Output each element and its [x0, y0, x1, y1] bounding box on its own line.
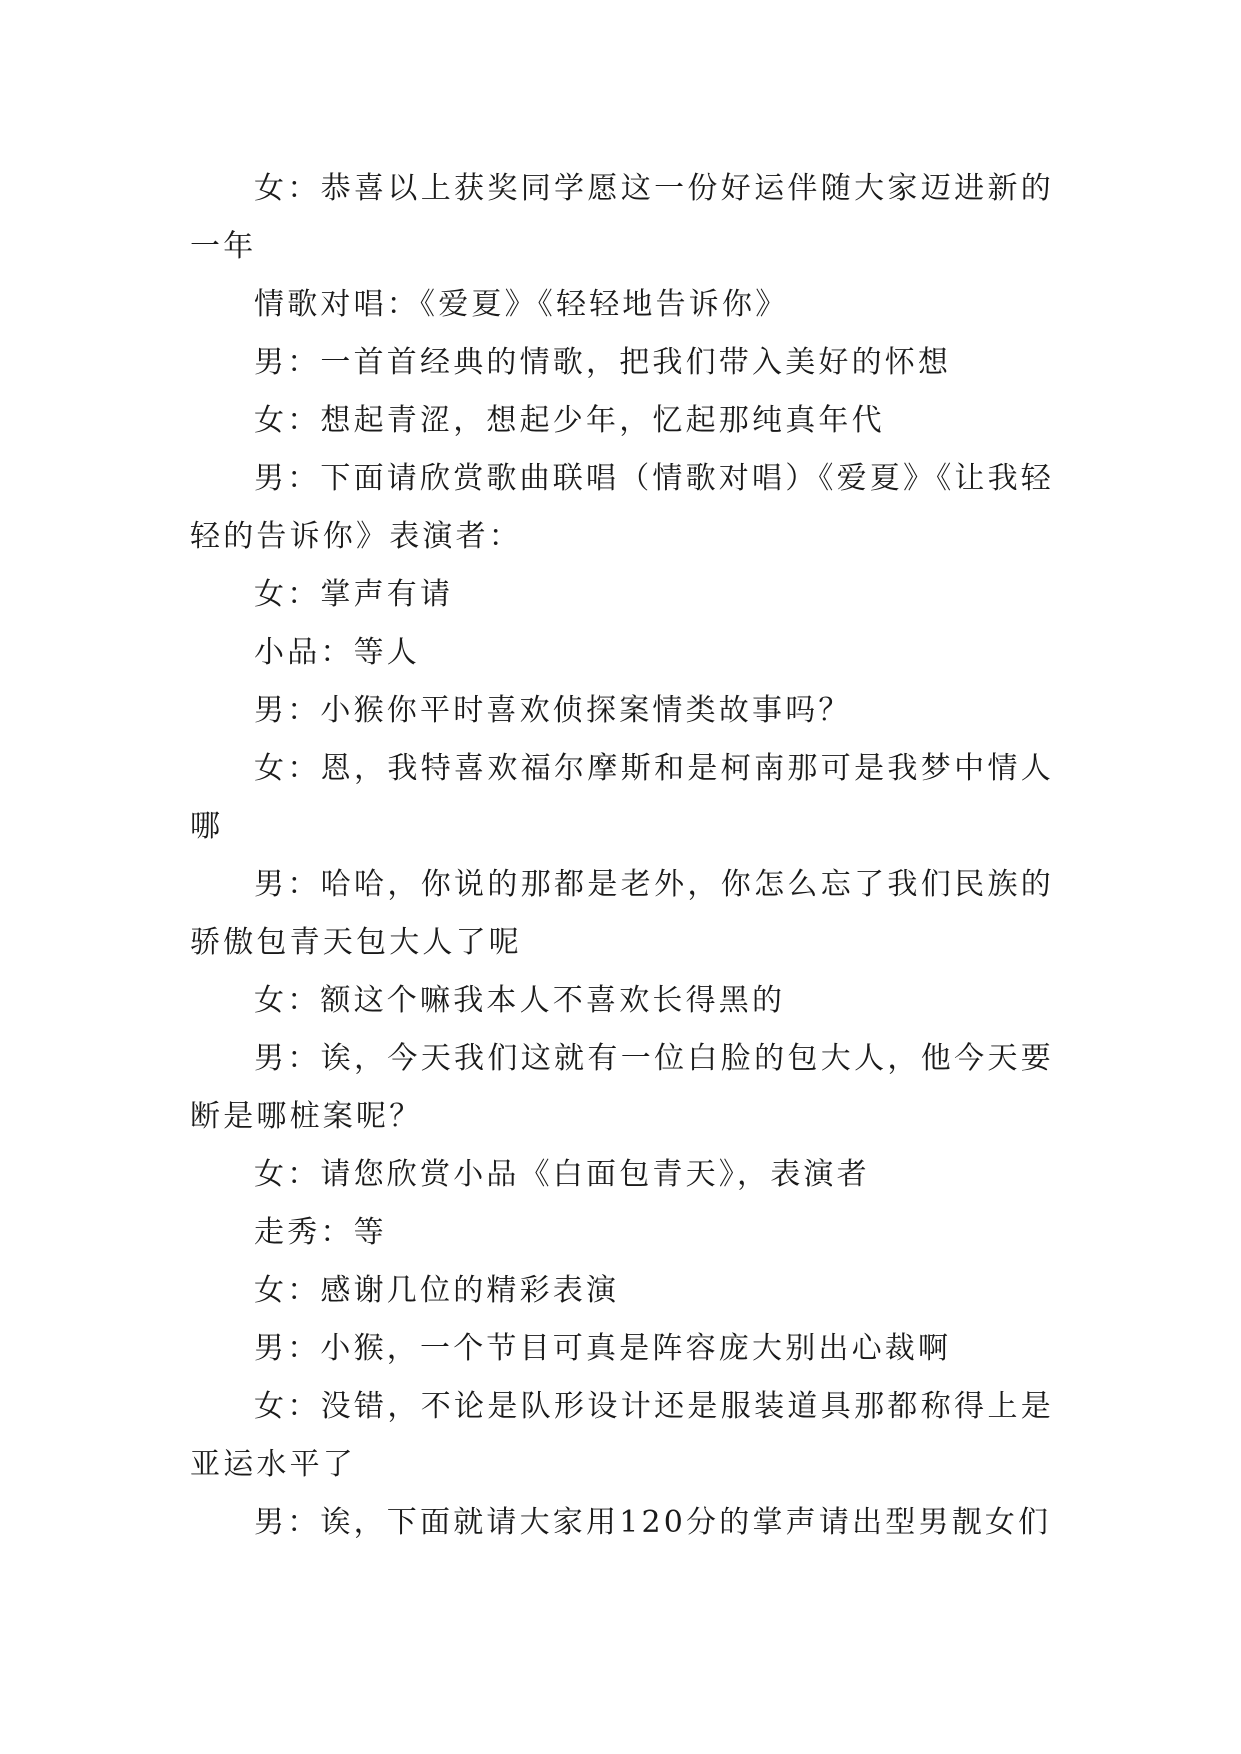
- paragraph: 情歌对唱：《爱夏》《轻轻地告诉你》: [254, 287, 789, 322]
- paragraph: 男：诶，今天我们这就有一位白脸的包大人，他今天要断是哪桩案呢？: [190, 1041, 1054, 1134]
- paragraph: 女：想起青涩，想起少年，忆起那纯真年代: [254, 403, 885, 438]
- paragraph: 男：诶，下面就请大家用120分的掌声请出型男靓女们: [254, 1505, 1052, 1540]
- paragraph: 女：恩，我特喜欢福尔摩斯和是柯南那可是我梦中情人哪: [190, 751, 1054, 844]
- paragraph: 女：掌声有请: [254, 577, 454, 612]
- paragraph: 男：一首首经典的情歌，把我们带入美好的怀想: [254, 345, 952, 380]
- paragraph: 女：没错，不论是队形设计还是服装道具那都称得上是亚运水平了: [190, 1389, 1054, 1482]
- paragraph: 女：额这个嘛我本人不喜欢长得黑的: [254, 983, 786, 1018]
- paragraph: 男：下面请欣赏歌曲联唱（情歌对唱）《爱夏》《让我轻轻的告诉你》表演者：: [190, 461, 1054, 554]
- document-body: [190, 160, 1054, 1552]
- paragraph: 男：小猴，一个节目可真是阵容庞大别出心裁啊: [254, 1331, 952, 1366]
- paragraph: 男：哈哈，你说的那都是老外，你怎么忘了我们民族的骄傲包青天包大人了呢: [190, 867, 1054, 960]
- paragraph: 小品：等人: [254, 635, 420, 670]
- paragraph: 女：感谢几位的精彩表演: [254, 1273, 620, 1308]
- paragraph: 走秀：等: [254, 1215, 387, 1250]
- paragraph: 女：请您欣赏小品《白面包青天》，表演者: [254, 1157, 870, 1192]
- paragraph: 男：小猴你平时喜欢侦探案情类故事吗？: [254, 693, 852, 728]
- paragraph: 女：恭喜以上获奖同学愿这一份好运伴随大家迈进新的一年: [190, 171, 1054, 264]
